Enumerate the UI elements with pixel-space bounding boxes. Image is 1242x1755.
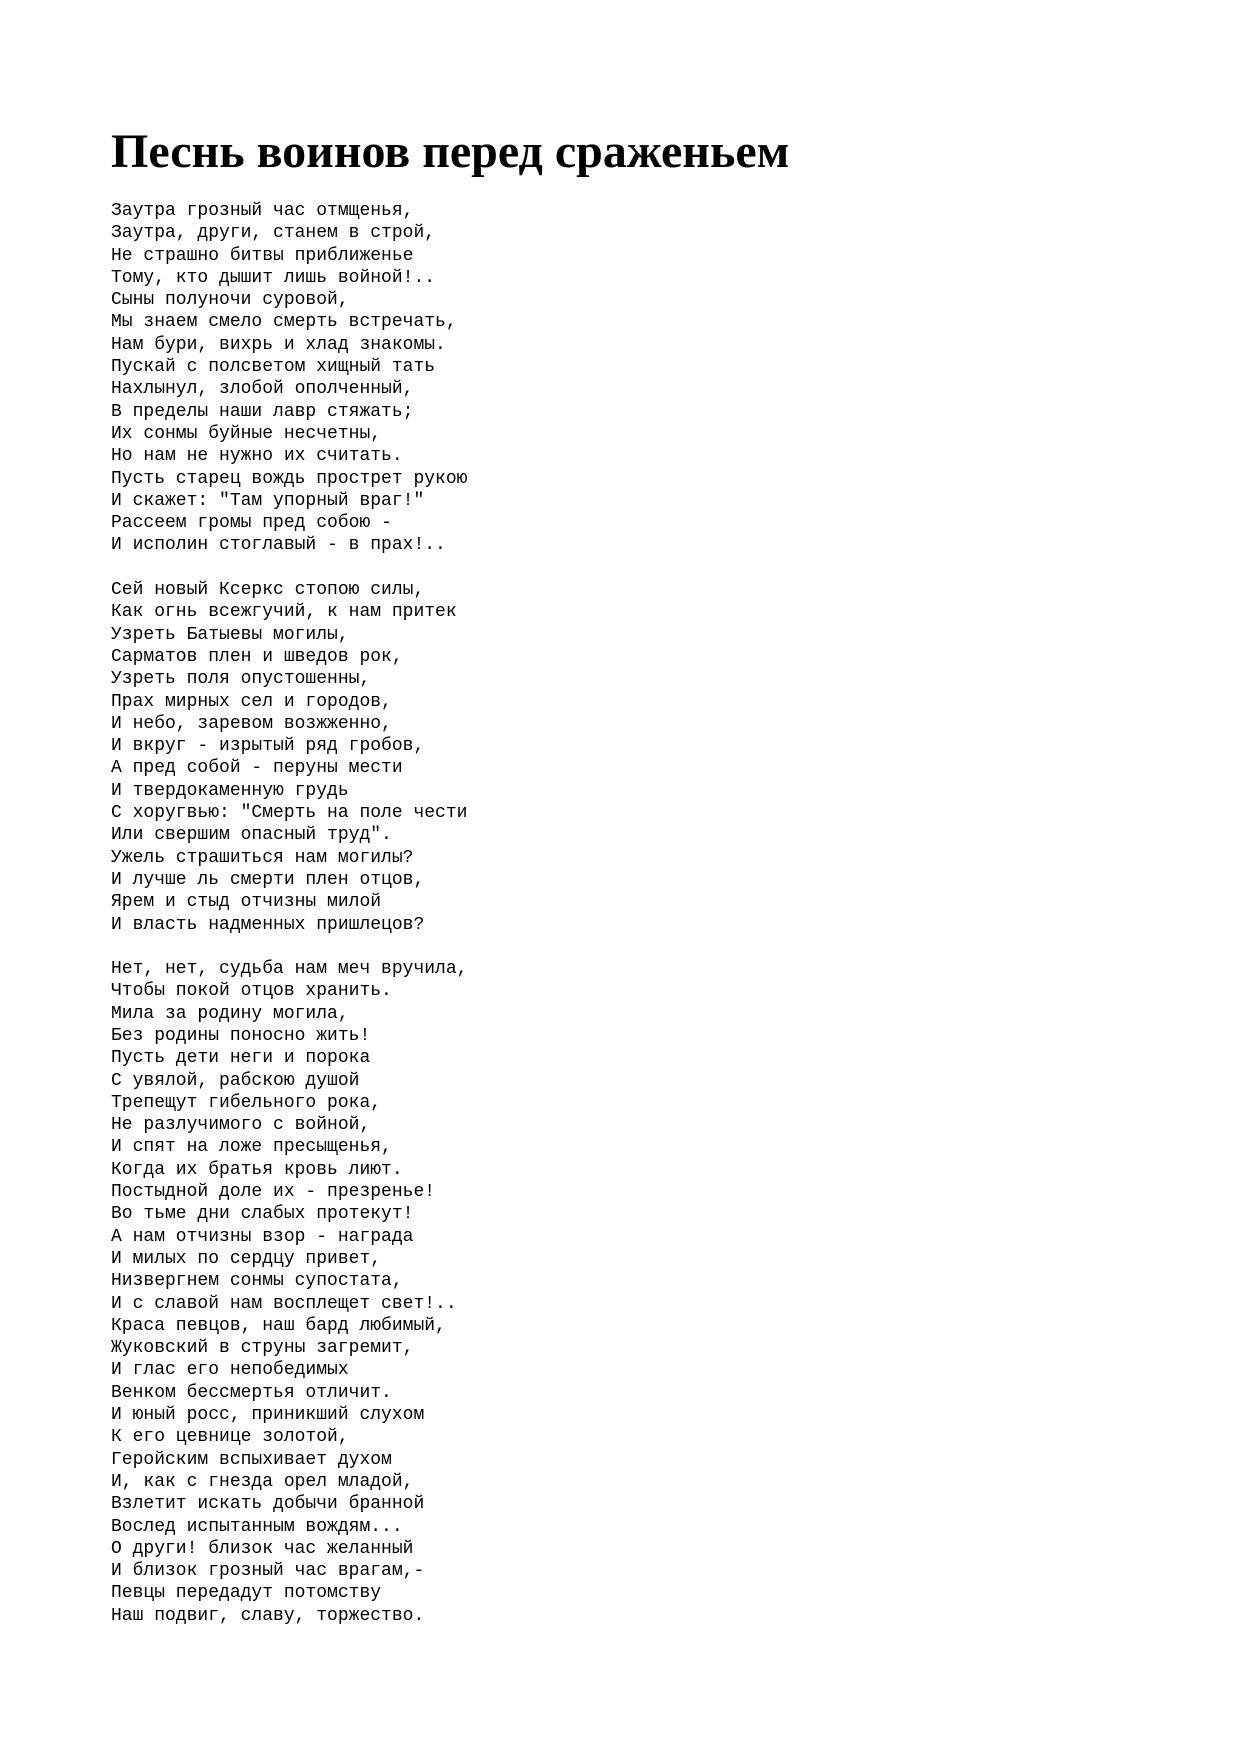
poem-line: Узреть поля опустошенны, (111, 669, 371, 690)
poem-line: И лучше ль смерти плен отцов, (111, 869, 425, 890)
poem-line: К его цевнице золотой, (111, 1427, 349, 1448)
poem-line: Низвергнем сонмы супостата, (111, 1271, 403, 1292)
poem-line: И небо, заревом возжженно, (111, 713, 392, 734)
poem-line: Но нам не нужно их считать. (111, 446, 403, 467)
poem-line: Нахлынул, злобой ополченный, (111, 379, 414, 400)
poem-line: Ярем и стыд отчизны милой (111, 892, 382, 913)
stanza (111, 579, 1171, 936)
poem-line: Пускай с полсветом хищный тать (111, 357, 436, 378)
poem-line: Когда их братья кровь лиют. (111, 1159, 403, 1180)
poem-line: Не разлучимого с войной, (111, 1115, 371, 1136)
poem-line: Во тьме дни слабых протекут! (111, 1204, 414, 1225)
poem-line: Как огнь всежгучий, к нам притек (111, 602, 457, 623)
page-title: Песнь воинов перед сраженьем (111, 125, 790, 178)
poem-line: С хоругвью: "Смерть на поле чести (111, 803, 468, 824)
poem-line: И твердокаменную грудь (111, 780, 349, 801)
poem-line: И власть надменных пришлецов? (111, 914, 425, 935)
poem-line: Чтобы покой отцов хранить. (111, 981, 392, 1002)
poem-line: Прах мирных сел и городов, (111, 691, 392, 712)
poem-line: Узреть Батыевы могилы, (111, 624, 349, 645)
poem-line: Пусть дети неги и порока (111, 1048, 371, 1069)
poem-line: И глас его непобедимых (111, 1360, 349, 1381)
poem-line: В пределы наши лавр стяжать; (111, 401, 414, 422)
poem-line: Нет, нет, судьба нам меч вручила, (111, 959, 468, 980)
poem-line: Мила за родину могила, (111, 1003, 349, 1024)
poem-line: Жуковский в струны загремит, (111, 1338, 414, 1359)
poem-line: А нам отчизны взор - награда (111, 1226, 414, 1247)
poem-line: Пусть старец вождь прострет рукою (111, 468, 468, 489)
poem-line: И спят на ложе пресыщенья, (111, 1137, 392, 1158)
poem-line: И вкруг - изрытый ряд гробов, (111, 736, 425, 757)
poem-line: Без родины поносно жить! (111, 1025, 371, 1046)
poem-line: С увялой, рабскою душой (111, 1070, 360, 1091)
poem-line: И юный росс, приникший слухом (111, 1405, 425, 1426)
poem-line: Взлетит искать добычи бранной (111, 1494, 425, 1515)
poem-line: Постыдной доле их - презренье! (111, 1182, 436, 1203)
poem-line: Мы знаем смело смерть встречать, (111, 312, 457, 333)
poem-line: Геройским вспыхивает духом (111, 1449, 392, 1470)
poem-line: О други! близок час желанный (111, 1538, 414, 1559)
poem-line: А пред собой - перуны мести (111, 758, 403, 779)
poem-line: Рассеем громы пред собою - (111, 513, 392, 534)
poem-line: Вослед испытанным вождям... (111, 1516, 403, 1537)
poem-line: И милых по сердцу привет, (111, 1248, 382, 1269)
stanza (111, 958, 1171, 1627)
poem-line: Их сонмы буйные несчетны, (111, 423, 382, 444)
poem-line: Сарматов плен и шведов рок, (111, 646, 403, 667)
poem-line: И исполин стоглавый - в прах!.. (111, 535, 446, 556)
poem-line: Заутра грозный час отмщенья, (111, 201, 414, 221)
poem-line: Наш подвиг, славу, торжество. (111, 1605, 425, 1626)
poem-line: Заутра, други, станем в строй, (111, 223, 436, 244)
poem-line: Тому, кто дышит лишь войной!.. (111, 267, 436, 288)
poem-line: И близок грозный час врагам,- (111, 1561, 425, 1582)
poem-line: Не страшно битвы приближенье (111, 245, 414, 266)
poem-line: Певцы передадут потомству (111, 1583, 382, 1604)
poem-line: Сей новый Ксеркс стопою силы, (111, 580, 425, 601)
poem-line: И скажет: "Там упорный враг!" (111, 490, 425, 511)
document-page (111, 124, 1171, 1649)
poem-line: Ужель страшиться нам могилы? (111, 847, 414, 868)
poem-line: Или свершим опасный труд". (111, 825, 392, 846)
poem-line: Нам бури, вихрь и хлад знакомы. (111, 334, 446, 355)
poem-line: И с славой нам восплещет свет!.. (111, 1293, 457, 1314)
poem-line: Трепещут гибельного рока, (111, 1092, 382, 1113)
stanza (111, 200, 1171, 557)
poem-line: Сыны полуночи суровой, (111, 290, 349, 311)
poem-line: Краса певцов, наш бард любимый, (111, 1315, 446, 1336)
poem-line: И, как с гнезда орел младой, (111, 1471, 414, 1492)
poem-line: Венком бессмертья отличит. (111, 1382, 392, 1403)
poem-body (111, 200, 1171, 1627)
